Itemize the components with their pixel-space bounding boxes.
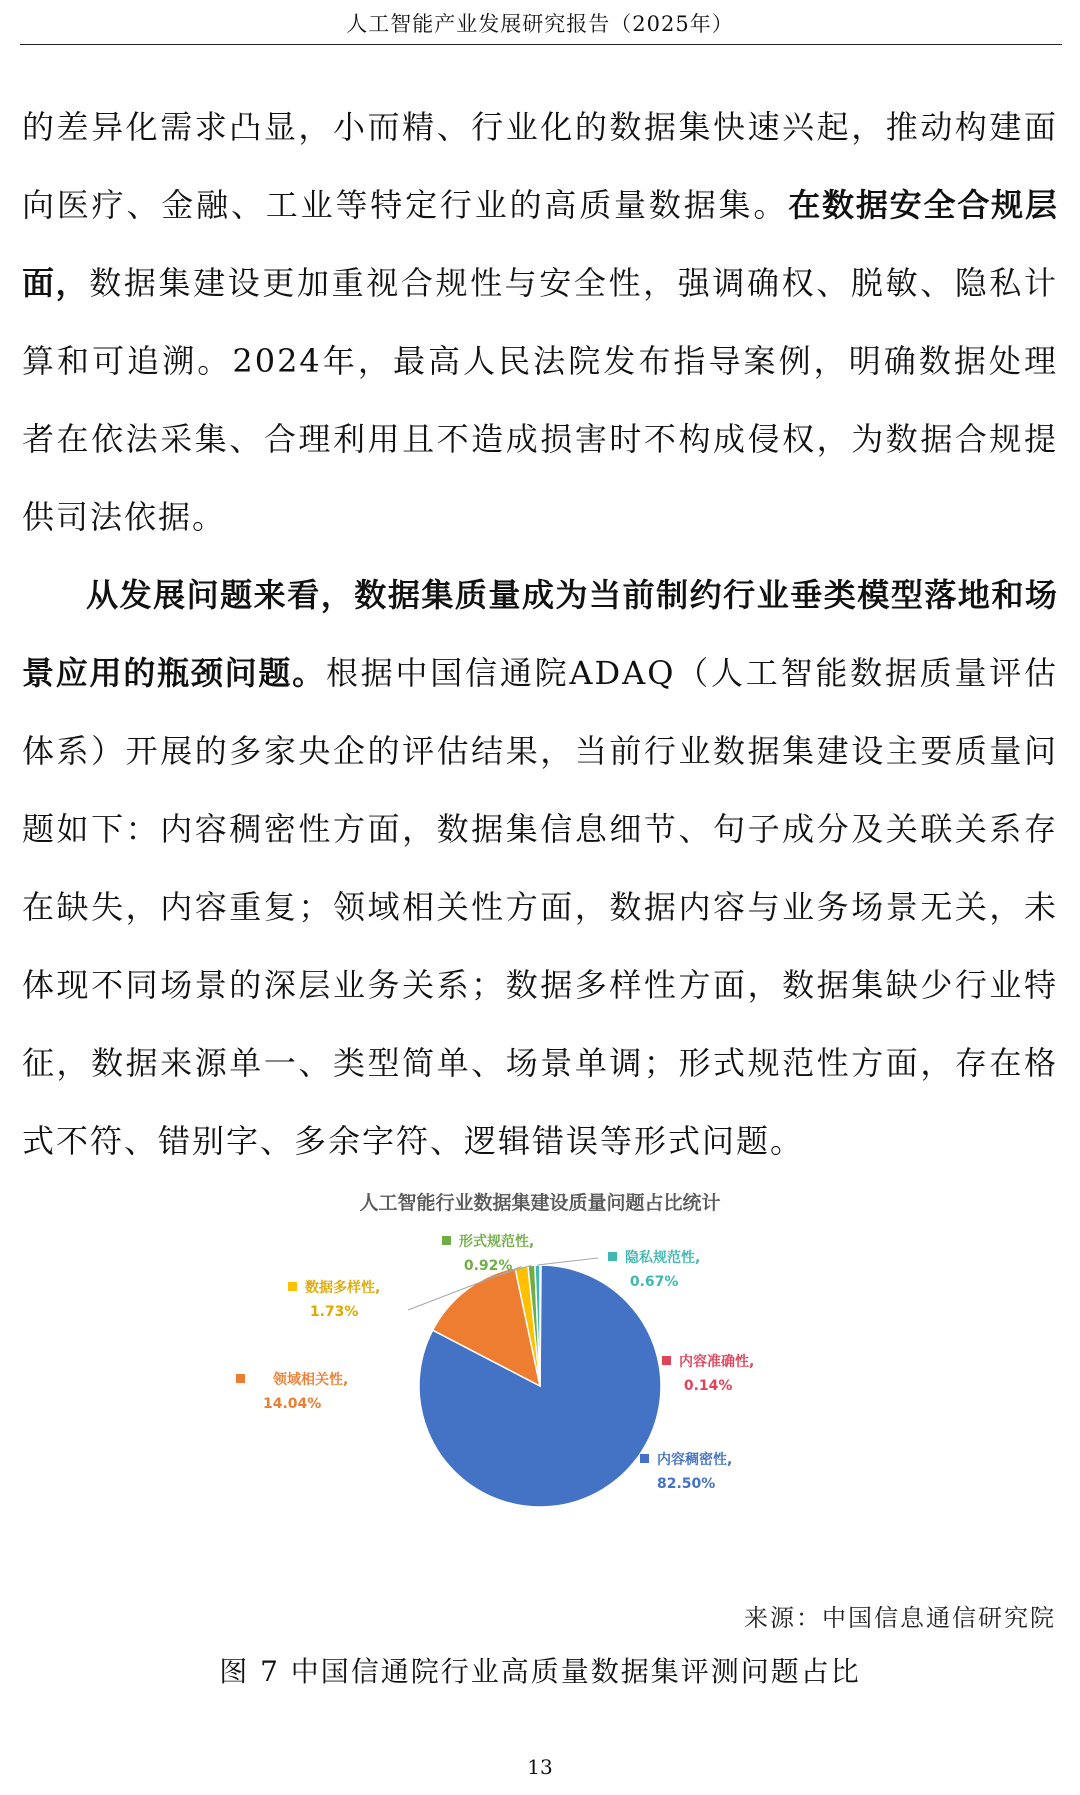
label-pct: 0.14% <box>683 1378 733 1394</box>
label-content-density <box>640 1448 732 1496</box>
pie-chart-svg <box>0 1180 1080 1600</box>
legend-swatch <box>442 1236 451 1245</box>
paragraph-1-text-a: 的差异化需求凸显，小而精、行业化的数据集快速兴起，推动构建面向医疗、金融、工业等特定行业的高质量数据集。 <box>22 108 1058 224</box>
paragraph-2-bold: 从发展问题来看，数据集质量成为当前制约行业垂类模型落地和场景应用的瓶颈问题。 <box>22 576 1058 692</box>
legend-swatch <box>236 1374 245 1383</box>
legend-swatch <box>640 1454 649 1463</box>
body-text <box>22 88 1058 1180</box>
label-format-standard <box>442 1230 534 1278</box>
chart-title: 人工智能行业数据集建设质量问题占比统计 <box>359 1192 721 1214</box>
label-name: 内容准确性, <box>679 1354 755 1370</box>
header-divider <box>20 44 1062 45</box>
figure-source: 来源：中国信息通信研究院 <box>744 1604 1056 1632</box>
paragraph-2 <box>22 556 1058 1180</box>
label-privacy-standard <box>608 1246 700 1294</box>
label-pct: 0.92% <box>463 1258 513 1274</box>
legend-swatch <box>662 1356 671 1365</box>
page-header: 人工智能产业发展研究报告（2025年） <box>346 12 734 36</box>
label-name: 隐私规范性, <box>625 1250 701 1266</box>
label-content-accuracy <box>662 1350 754 1398</box>
label-data-diversity <box>288 1276 380 1324</box>
label-name: 数据多样性, <box>305 1280 381 1296</box>
paragraph-1 <box>22 88 1058 556</box>
paragraph-1-bold: 在数据安全合规层面， <box>22 186 1058 302</box>
label-pct: 1.73% <box>309 1304 359 1320</box>
label-name: 内容稠密性, <box>657 1452 733 1468</box>
label-pct: 82.50% <box>657 1476 716 1492</box>
label-pct: 0.67% <box>629 1274 679 1290</box>
label-domain-relevance <box>236 1368 348 1416</box>
paragraph-1-text-b: 数据集建设更加重视合规性与安全性，强调确权、脱敏、隐私计算和可追溯。2024年，最高人民法院发布指导案例，明确数据处理者在依法采集、合理利用且不造成损害时不构成侵权，为数据合规提供司法依据。 <box>22 264 1058 536</box>
label-pct: 14.04% <box>263 1396 322 1412</box>
pie-chart <box>0 1180 1080 1600</box>
figure-caption: 图 7 中国信通院行业高质量数据集评测问题占比 <box>219 1655 861 1688</box>
legend-swatch <box>288 1282 297 1291</box>
label-name: 领域相关性, <box>273 1372 349 1388</box>
page-number: 13 <box>527 1755 553 1779</box>
label-name: 形式规范性, <box>459 1234 535 1250</box>
legend-swatch <box>608 1252 617 1261</box>
leader-line <box>537 1258 598 1265</box>
paragraph-2-text: 根据中国信通院ADAQ（人工智能数据质量评估体系）开展的多家央企的评估结果，当前行业数据集建设主要质量问题如下：内容稠密性方面，数据集信息细节、句子成分及关联关系存在缺失，内容重复；领域相关性方面，数据内容与业务场景无关，未体现不同场景的深层业务关系；数据多样性方面，数据集缺少行业特征，数据来源单一、类型简单、场景单调；形式规范性方面，存在格式不符、错别字、多余字符、逻辑错误等形式问题。 <box>22 654 1058 1160</box>
